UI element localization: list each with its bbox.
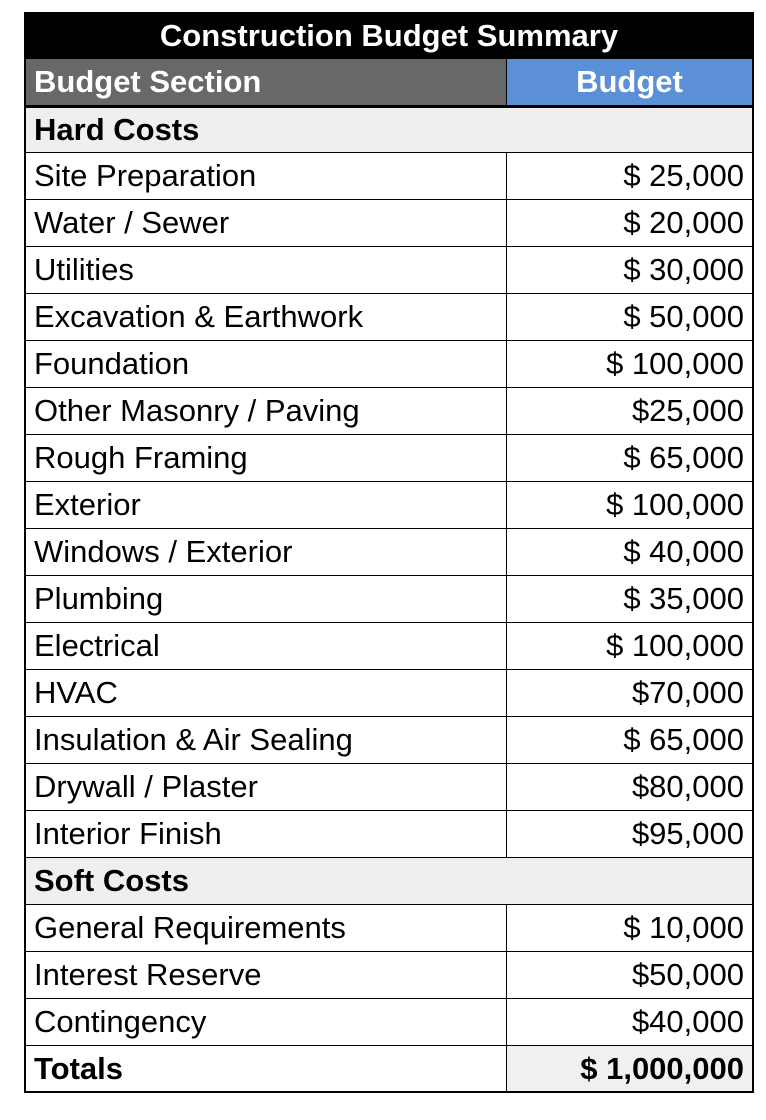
line-item-label: Site Preparation	[26, 153, 507, 199]
table-row	[24, 670, 754, 717]
table-row	[24, 388, 754, 435]
table-row	[24, 247, 754, 294]
line-item-label: Exterior	[26, 482, 507, 528]
line-item-value: $ 100,000	[606, 487, 744, 522]
line-item-label: Interior Finish	[26, 811, 507, 857]
line-item-label: Foundation	[26, 341, 507, 387]
line-item-label: Water / Sewer	[26, 200, 507, 246]
table-row	[24, 952, 754, 999]
totals-value: $ 1,000,000	[507, 1046, 752, 1091]
line-item-label: HVAC	[26, 670, 507, 716]
line-item-label: Electrical	[26, 623, 507, 669]
line-item-value: $ 65,000	[623, 722, 744, 757]
line-item-value: $40,000	[631, 1004, 744, 1039]
table-title: Construction Budget Summary	[159, 18, 619, 53]
header-budget: Budget	[507, 59, 752, 105]
table-row	[24, 482, 754, 529]
table-row	[24, 811, 754, 858]
line-item-value: $ 20,000	[623, 205, 744, 240]
table-row	[24, 623, 754, 670]
line-item-value: $80,000	[631, 769, 744, 804]
totals-row	[24, 1046, 754, 1093]
line-item-value: $ 50,000	[623, 299, 744, 334]
line-item-value: $ 65,000	[623, 440, 744, 475]
header-row	[24, 59, 754, 106]
line-item-value: $95,000	[631, 816, 744, 851]
table-row	[24, 905, 754, 952]
line-item-value: $70,000	[631, 675, 744, 710]
line-item-label: Contingency	[26, 999, 507, 1045]
table-body	[24, 106, 754, 1046]
table-row	[24, 999, 754, 1046]
line-item-label: General Requirements	[26, 905, 507, 951]
table-row	[24, 764, 754, 811]
table-row	[24, 576, 754, 623]
table-row	[24, 294, 754, 341]
line-item-value: $ 10,000	[623, 910, 744, 945]
line-item-value: $25,000	[631, 393, 744, 428]
line-item-value: $ 100,000	[606, 628, 744, 663]
table-row	[24, 153, 754, 200]
line-item-label: Other Masonry / Paving	[26, 388, 507, 434]
line-item-label: Insulation & Air Sealing	[26, 717, 507, 763]
table-row	[24, 200, 754, 247]
section-title: Soft Costs	[34, 863, 189, 898]
section-row	[24, 858, 754, 905]
table-row	[24, 435, 754, 482]
totals-label: Totals	[26, 1046, 507, 1091]
section-title: Hard Costs	[34, 112, 200, 147]
table-row	[24, 717, 754, 764]
line-item-value: $ 25,000	[623, 158, 744, 193]
budget-table	[24, 12, 754, 1093]
line-item-value: $ 35,000	[623, 581, 744, 616]
line-item-value: $ 40,000	[623, 534, 744, 569]
line-item-label: Drywall / Plaster	[26, 764, 507, 810]
line-item-label: Rough Framing	[26, 435, 507, 481]
line-item-label: Plumbing	[26, 576, 507, 622]
header-budget-section: Budget Section	[26, 59, 507, 105]
table-title-row	[24, 12, 754, 59]
table-row	[24, 529, 754, 576]
line-item-label: Windows / Exterior	[26, 529, 507, 575]
line-item-value: $ 30,000	[623, 252, 744, 287]
line-item-label: Utilities	[26, 247, 507, 293]
line-item-label: Excavation & Earthwork	[26, 294, 507, 340]
line-item-value: $50,000	[631, 957, 744, 992]
section-row	[24, 106, 754, 153]
line-item-label: Interest Reserve	[26, 952, 507, 998]
table-row	[24, 341, 754, 388]
line-item-value: $ 100,000	[606, 346, 744, 381]
